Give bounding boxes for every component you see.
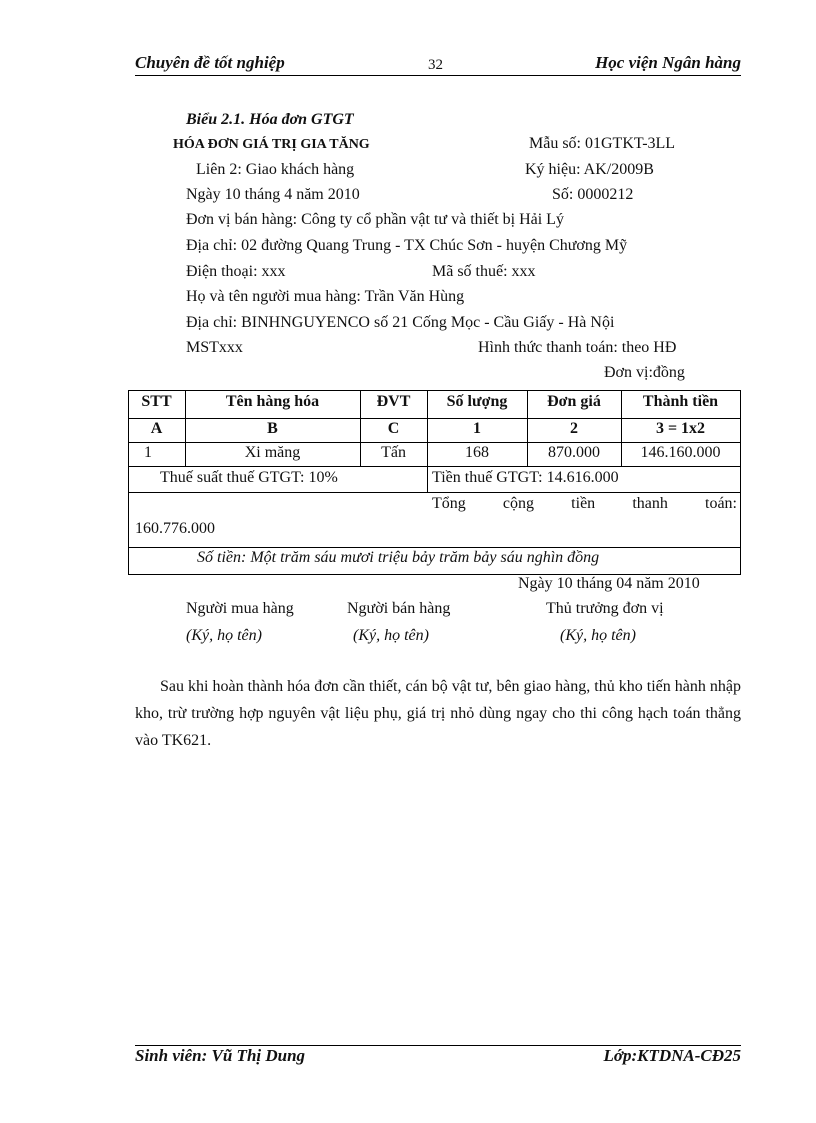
row-amount: 146.160.000 xyxy=(640,444,721,461)
figure-caption: Biểu 2.1. Hóa đơn GTGT xyxy=(186,111,354,128)
seller-tax-code: Mã số thuế: xxx xyxy=(432,263,536,280)
signature-role-head: Thủ trưởng đơn vị xyxy=(546,600,664,617)
footer-left: Sinh viên: Vũ Thị Dung xyxy=(135,1046,306,1065)
col-header-quantity: Số lượng xyxy=(446,393,508,410)
invoice-date: Ngày 10 tháng 4 năm 2010 xyxy=(186,186,360,203)
table-line xyxy=(128,390,129,574)
seller-name: Đơn vị bán hàng: Công ty cổ phần vật tư và thiết bị Hải Lý xyxy=(186,211,564,228)
vat-rate: Thuế suất thuế GTGT: 10% xyxy=(160,469,338,486)
invoice-title: HÓA ĐƠN GIÁ TRỊ GIA TĂNG xyxy=(173,137,370,152)
buyer-name: Họ và tên người mua hàng: Trần Văn Hùng xyxy=(186,288,465,305)
body-paragraph: Sau khi hoàn thành hóa đơn cần thiết, cán bộ vật tư, bên giao hàng, thủ kho tiến hành nhập kho, trừ trường hợp nguyên vật liệu phụ, giá trị nhỏ dùng ngay cho thi công hạch toán thẳng vào TK621. xyxy=(135,678,741,749)
sign-date: Ngày 10 tháng 04 năm 2010 xyxy=(518,575,700,592)
total-word: cộng xyxy=(502,495,535,512)
table-line xyxy=(128,390,741,391)
currency-unit: Đơn vị:đồng xyxy=(604,364,685,381)
signature-note-seller: (Ký, họ tên) xyxy=(353,627,429,644)
total-word: toán: xyxy=(705,495,737,512)
row-stt: 1 xyxy=(144,444,152,461)
amount-in-words: Số tiền: Một trăm sáu mươi triệu bảy trăm bảy sáu nghìn đồng xyxy=(197,549,600,566)
table-line xyxy=(128,547,741,548)
total-value: 160.776.000 xyxy=(135,520,215,537)
invoice-symbol: Ký hiệu: AK/2009B xyxy=(525,161,654,178)
footer-right: Lớp:KTDNA-CĐ25 xyxy=(603,1046,741,1065)
header-rule xyxy=(135,75,741,76)
total-word: tiền xyxy=(571,495,596,512)
buyer-address: Địa chỉ: BINHNGUYENCO số 21 Cống Mọc - Cầu Giấy - Hà Nội xyxy=(186,314,615,331)
code-cell: B xyxy=(267,420,278,437)
row-unit-price: 870.000 xyxy=(548,444,600,461)
row-quantity: 168 xyxy=(465,444,489,461)
code-cell: 2 xyxy=(570,420,578,437)
row-item-name: Xi măng xyxy=(244,444,301,461)
col-header-stt: STT xyxy=(141,393,172,410)
copy-label: Liên 2: Giao khách hàng xyxy=(196,161,355,178)
signature-note-buyer: (Ký, họ tên) xyxy=(186,627,262,644)
table-line xyxy=(740,390,741,574)
payment-method: Hình thức thanh toán: theo HĐ xyxy=(478,339,677,356)
table-line xyxy=(427,466,428,492)
col-header-price: Đơn giá xyxy=(547,393,601,410)
buyer-tax: MSTxxx xyxy=(186,339,243,356)
seller-address: Địa chỉ: 02 đường Quang Trung - TX Chúc Sơn - huyện Chương Mỹ xyxy=(186,237,628,254)
col-header-unit: ĐVT xyxy=(376,393,411,410)
col-header-name: Tên hàng hóa xyxy=(225,393,320,410)
table-line xyxy=(128,492,741,493)
code-cell: C xyxy=(387,420,400,437)
table-line xyxy=(128,466,741,467)
code-cell: 1 xyxy=(473,420,481,437)
header-left: Chuyên đề tốt nghiệp xyxy=(135,53,285,72)
seller-phone: Điện thoại: xxx xyxy=(186,263,286,280)
total-word: thanh xyxy=(632,495,668,512)
total-word: Tổng xyxy=(432,495,466,512)
signature-note-head: (Ký, họ tên) xyxy=(560,627,636,644)
row-unit: Tấn xyxy=(381,444,406,461)
code-cell: A xyxy=(150,420,163,437)
invoice-number: Số: 0000212 xyxy=(552,186,634,203)
form-number: Mẫu số: 01GTKT-3LL xyxy=(529,135,676,152)
signature-role-buyer: Người mua hàng xyxy=(186,600,294,617)
total-label xyxy=(432,495,737,513)
page-number: 32 xyxy=(428,57,443,73)
header-right: Học viện Ngân hàng xyxy=(595,53,741,72)
vat-amount: Tiền thuế GTGT: 14.616.000 xyxy=(432,469,619,486)
code-cell: 3 = 1x2 xyxy=(655,420,706,437)
signature-role-seller: Người bán hàng xyxy=(347,600,451,617)
col-header-amount: Thành tiền xyxy=(642,393,719,410)
